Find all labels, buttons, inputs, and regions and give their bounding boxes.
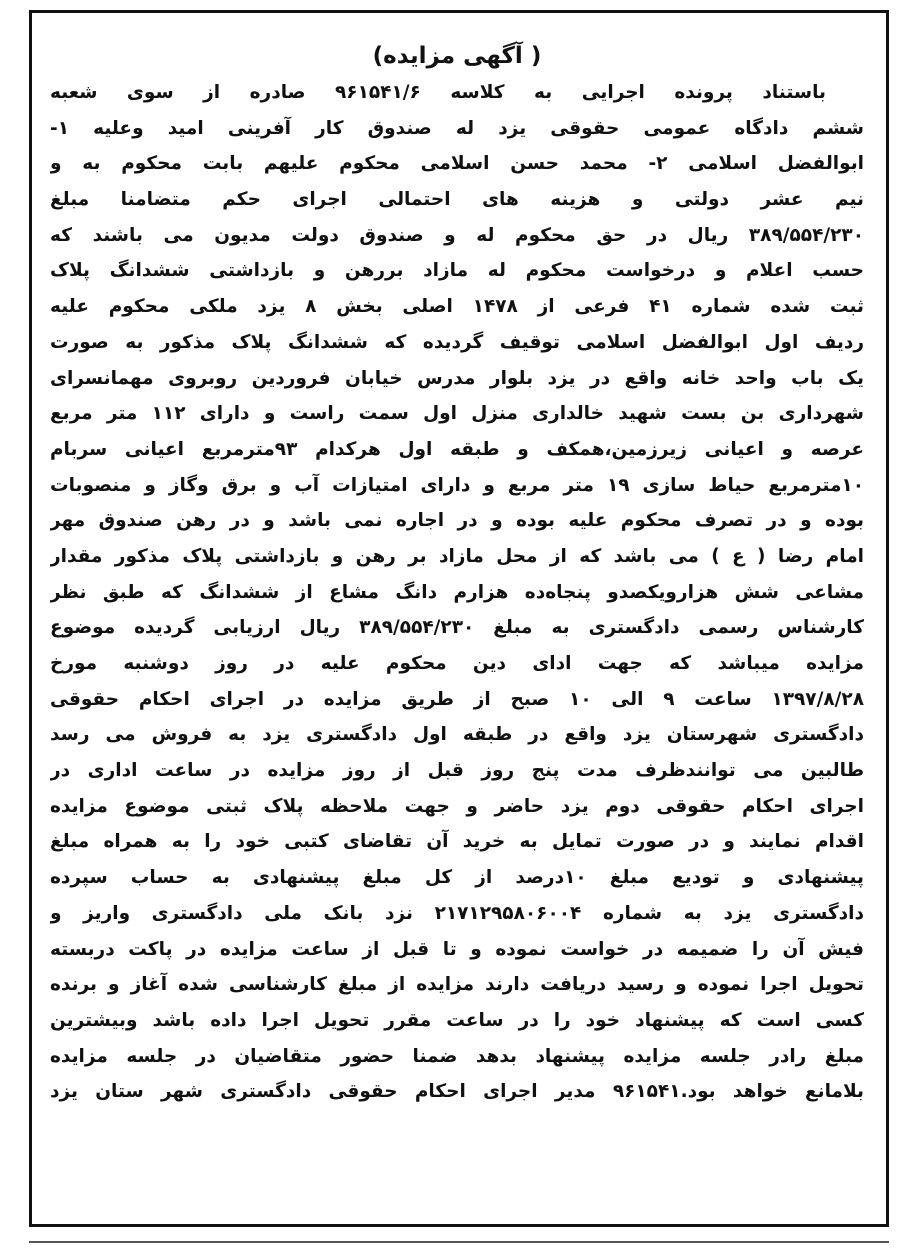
notice-line: پیشنهادی و تودیع مبلغ ۱۰درصد از کل مبلغ پیشنهادی به حساب سپرده [50, 867, 864, 889]
notice-line: کارشناس رسمی دادگستری به مبلغ ۳۸۹/۵۵۴/۲۳۰ ریال ارزیابی گردیده موضوع [50, 617, 864, 639]
notice-line: بوده و در تصرف محکوم علیه بوده و در اجاره نمی باشد و در رهن صندوق مهر [50, 510, 864, 532]
notice-line: مشاعی شش هزارویکصدو پنجاه‌ده هزارم دانگ مشاع از ششدانگ که طبق نظر [50, 581, 864, 603]
notice-line: ۱۰مترمربع حیاط سازی ۱۹ متر مربع و دارای امتیازات آب و برق وگاز و منصوبات [50, 474, 864, 496]
notice-line: دادگستری یزد به شماره ۲۱۷۱۲۹۵۸۰۶۰۰۴ نزد بانک ملی دادگستری واریز و [50, 902, 864, 924]
notice-line: مبلغ رادر جلسه مزایده پیشنهاد بدهد ضمنا حضور متقاضیان در جلسه مزایده [50, 1045, 864, 1067]
notice-line: اقدام نمایند و در صورت تمایل به خرید آن تقاضای کتبی خود را به همراه مبلغ [50, 831, 864, 853]
notice-line: ۱۳۹۷/۸/۲۸ ساعت ۹ الی ۱۰ صبح از طریق مزایده در اجرای احکام حقوقی [50, 688, 864, 710]
bottom-divider [29, 1241, 889, 1243]
notice-line: ثبت شده شماره ۴۱ فرعی از ۱۴۷۸ اصلی بخش ۸ یزد ملکی محکوم علیه [50, 296, 864, 318]
notice-line: تحویل اجرا نموده و رسید دریافت دارند مزایده از مبلغ کارشناسی شده آغاز و برنده [50, 974, 864, 996]
notice-line: فیش آن را ضمیمه در خواست نموده و تا قبل از ساعت مزایده در پاکت دربسته [50, 938, 864, 960]
notice-line: شهرداری بن بست شهید خالداری منزل اول سمت راست و دارای ۱۱۲ متر مربع [50, 403, 864, 425]
notice-line: ردیف اول ابوالفضل اسلامی توقیف گردیده که ششدانگ پلاک مذکور به صورت [50, 331, 864, 353]
notice-line: امام رضا ( ع ) می باشد که از محل مازاد بر رهن و بازداشتی پلاک مذکور مقدار [50, 545, 864, 567]
notice-line: مزایده میباشد که جهت ادای دین محکوم علیه در روز دوشنبه مورخ [50, 653, 864, 674]
notice-line: کسی است که پیشنهاد خود را در ساعت مقرر تحویل اجرا داده باشد وبیشترین [50, 1009, 864, 1031]
notice-line: نیم عشر دولتی و هزینه های احتمالی اجرای حکم متضامنا مبلغ [50, 189, 864, 211]
notice-line: طالبین می توانندظرف مدت پنج روز قبل از روز مزایده در ساعت اداری در [50, 760, 864, 782]
notice-line: اجرای احکام حقوقی دوم یزد حاضر و جهت ملاحظه پلاک ثبتی موضوع مزایده [50, 795, 864, 817]
notice-line: یک باب واحد خانه واقع در یزد بلوار مدرس خیابان فروردین روبروی مهمانسرای [50, 367, 864, 389]
notice-line: بلامانع خواهد بود.۹۶۱۵۴۱ مدیر اجرای احکام حقوقی دادگستری شهر ستان یزد [50, 1081, 864, 1103]
notice-title: ( آگهی مزایده) [372, 43, 542, 69]
notice-line: ابوالفضل اسلامی ۲- محمد حسن اسلامی محکوم علیهم بابت محکوم به و [50, 153, 864, 175]
notice-frame [29, 10, 889, 1227]
notice-line: عرصه و اعیانی زیرزمین،همکف و طبقه اول هرکدام ۹۳مترمربع اعیانی سربام [50, 438, 864, 460]
notice-body [50, 75, 864, 1110]
notice-line: دادگستری شهرستان یزد واقع در طبقه اول دادگستری یزد به فروش می رسد [50, 724, 864, 746]
notice-line: ۳۸۹/۵۵۴/۲۳۰ ریال در حق محکوم له و صندوق دولت مدیون می باشند که [50, 224, 864, 246]
notice-line: ششم دادگاه عمومی حقوقی یزد له صندوق کار آفرینی امید وعلیه ۱- [50, 117, 864, 139]
notice-line: باستناد پرونده اجرایی به کلاسه ۹۶۱۵۴۱/۶ صادره از سوی شعبه [50, 82, 827, 103]
notice-line: حسب اعلام و درخواست محکوم له مازاد بررهن و بازداشتی ششدانگ پلاک [50, 260, 864, 282]
